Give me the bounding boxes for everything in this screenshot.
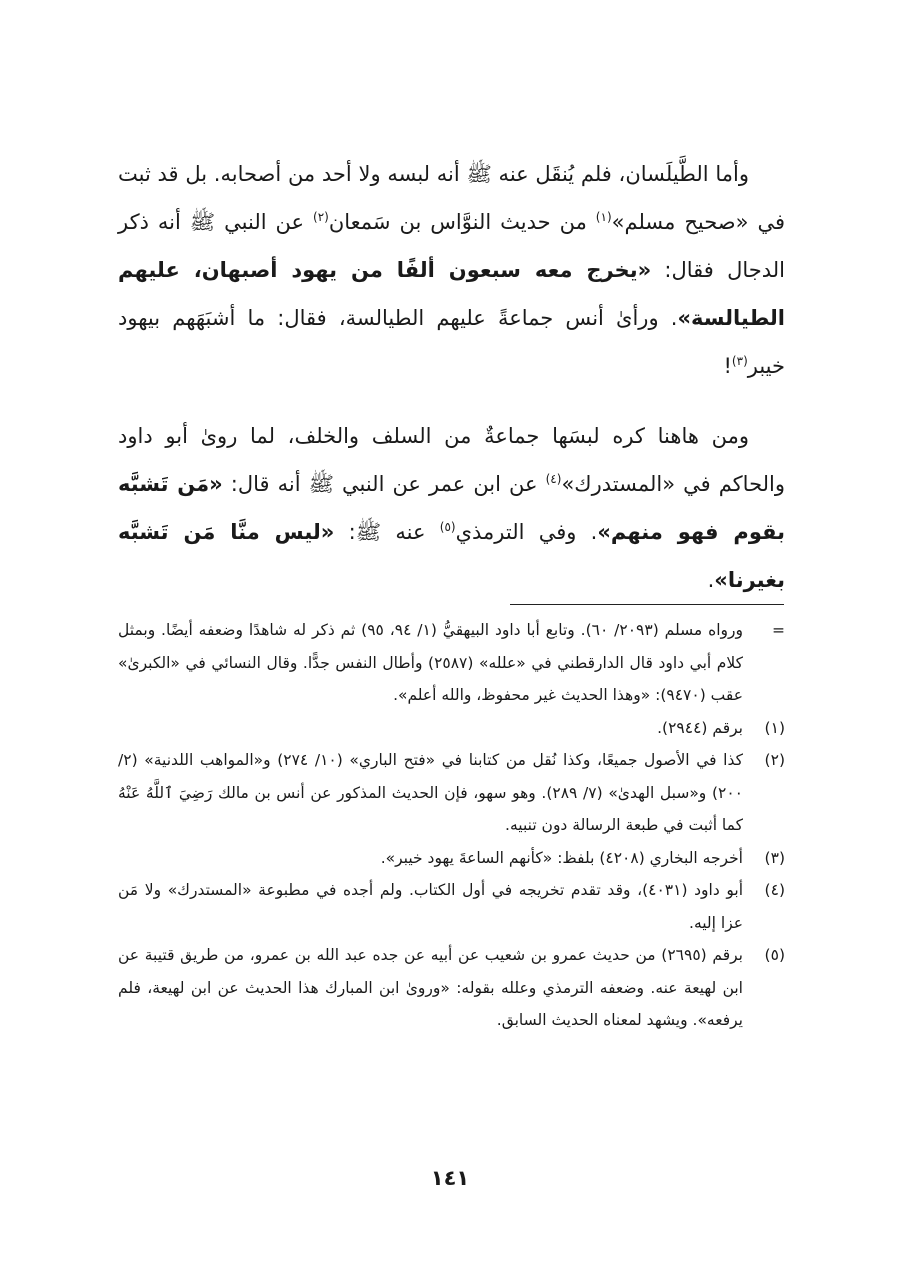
main-text (118, 150, 785, 626)
footnote-text: أبو داود (٤٠٣١)، وقد تقدم تخريجه في أول الكتاب. ولم أجده في مطبوعة «المستدرك» ولا مَن عزا إليه. (118, 881, 744, 932)
footnote-text: برقم (٢٩٤٤). (657, 718, 743, 737)
footnote-marker: (٥) (764, 946, 785, 964)
text-run: عن النبي ﷺ أنه ذكر الدجال فقال: (118, 210, 785, 282)
footnote-marker: (٣) (764, 848, 785, 867)
text-run: عنه ﷺ: (334, 520, 440, 544)
footnote-ref-4[interactable]: (٤) (545, 472, 562, 486)
footnote-3 (118, 842, 785, 875)
hadith-quote: «ليس منَّا مَن تَشبَّه بغيرنا» (118, 520, 785, 592)
footnote-2 (118, 744, 785, 842)
hadith-quote: «يخرج معه سبعون ألفًا من يهود أصبهان، عليهم الطيالسة» (118, 258, 785, 330)
footnote-separator (510, 604, 784, 605)
text-run: . وفي الترمذي (455, 520, 598, 544)
footnotes (118, 614, 785, 1037)
paragraph-1 (118, 150, 785, 390)
text-run: ! (723, 354, 732, 378)
footnote-text: برقم (٢٦٩٥) من حديث عمرو بن شعيب عن أبيه عن جده عبد الله بن عمرو، من طريق قتيبة عن ابن لهيعة عنه. وضعفه الترمذي وعلله بقوله: «وروىٰ ابن المبارك هذا الحديث عن ابن لهيعة، فلم يرفعه». ويشهد لمعناه الحديث السابق. (118, 946, 743, 1029)
footnote-text: ورواه مسلم (٢٠٩٣/ ٦٠). وتابع أبا داود البيهقيُّ (١/ ٩٤، ٩٥) ثم ذكر له شاهدًا وضعفه أيضًا. وبمثل كلام أبي داود قال الدارقطني في «علله» (٢٥٨٧) وأطال النفس جدًّا. وقال النسائي في «الكبرىٰ» عقب (٩٤٧٠): «وهذا الحديث غير محفوظ، والله أعلم». (118, 621, 743, 704)
text-run: وأما الطَّيلَسان، فلم يُنقَل عنه ﷺ أنه لبسه ولا أحد من أصحابه. بل قد ثبت في «صحيح مسلم» (118, 162, 785, 234)
text-run: . (707, 568, 715, 592)
paragraph-2 (118, 412, 785, 604)
text-run: ومن هاهنا كره لبسَها جماعةٌ من السلف والخلف، لما روىٰ أبو داود والحاكم في «المستدرك» (118, 424, 785, 496)
footnote-ref-3[interactable]: (٣) (731, 354, 748, 368)
text-run: عن ابن عمر عن النبي ﷺ أنه قال: (222, 472, 546, 496)
footnote-ref-2[interactable]: (٢) (313, 210, 329, 224)
footnote-1 (118, 712, 785, 745)
footnote-ref-1[interactable]: (١) (595, 210, 612, 224)
footnote-text: أخرجه البخاري (٤٢٠٨) بلفظ: «كأنهم الساعةَ يهود خيبر». (380, 848, 743, 867)
page-number: ١٤١ (430, 1166, 470, 1190)
footnote-marker: = (772, 621, 785, 639)
footnote-marker: (٤) (764, 881, 785, 899)
footnote-continuation (118, 614, 785, 712)
footnote-marker: (١) (764, 718, 785, 737)
footnote-ref-5[interactable]: (٥) (439, 520, 456, 534)
footnote-5 (118, 939, 785, 1037)
footnote-marker: (٢) (764, 751, 785, 769)
hadith-quote: «مَن تَشبَّه بقوم فهو منهم» (118, 472, 785, 544)
footnote-4 (118, 874, 785, 939)
text-run: من حديث النوَّاس بن سَمعان (328, 210, 596, 234)
text-run: . ورأىٰ أنس جماعةً عليهم الطيالسة، فقال: ما أشبَهَهم بيهود خيبر (118, 306, 785, 378)
footnote-text: كذا في الأصول جميعًا، وكذا نُقل من كتابنا في «فتح الباري» (١٠/ ٢٧٤) و«المواهب اللدنية» (٢/ ٢٠٠) و«سبل الهدىٰ» (٧/ ٢٨٩). وهو سهو، فإن الحديث المذكور عن أنس بن مالك رَضِيَ ٱللَّهُ عَنْهُ كما أثبت في طبعة الرسالة دون تنبيه. (118, 751, 743, 834)
